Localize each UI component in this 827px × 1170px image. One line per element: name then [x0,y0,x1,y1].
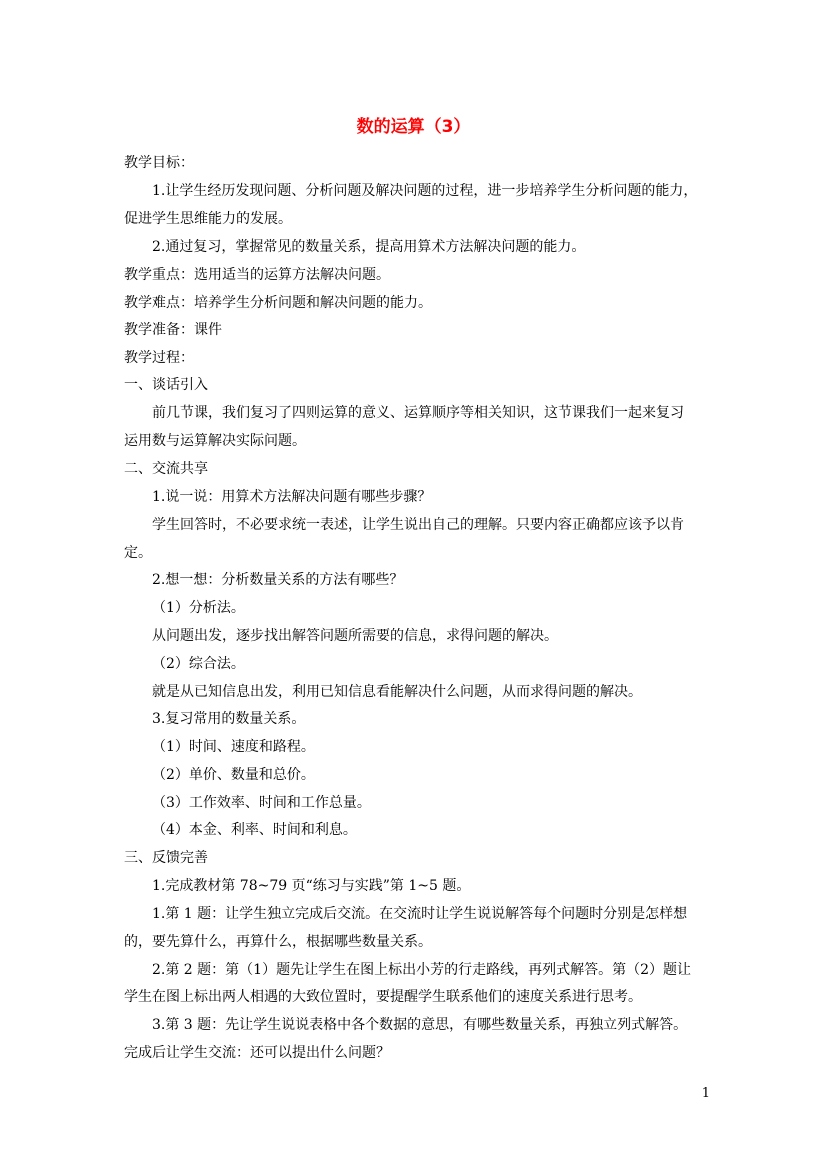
text-line: 教学过程： [124,350,194,366]
text-line: 学生在图上标出两人相遇的大致位置时，要提醒学生联系他们的速度关系进行思考。 [124,989,642,1005]
text-line: 定。 [124,545,152,561]
text-line: 2.第 2 题：第（1）题先让学生在图上标出小芳的行走路线，再列式解答。第（2）题让 [152,962,691,978]
text-line: 完成后让学生交流：还可以提出什么问题？ [124,1045,390,1061]
text-line: （2）单价、数量和总价。 [152,767,315,783]
text-line: 促进学生思维能力的发展。 [124,211,292,227]
text-line: 2.通过复习，掌握常见的数量关系，提高用算术方法解决问题的能力。 [152,239,586,255]
section-heading: 一、谈话引入 [124,377,208,393]
text-line: 的，要先算什么，再算什么，根据哪些数量关系。 [124,934,432,950]
document-title: 数的运算（3） [356,117,471,137]
text-line: 1.完成教材第 78~79 页“练习与实践”第 1~5 题。 [152,878,471,894]
text-line: 运用数与运算解决实际问题。 [124,433,306,449]
text-line: （1）分析法。 [152,600,245,616]
text-line: 1.说一说：用算术方法解决问题有哪些步骤？ [152,489,432,505]
text-line: 1.让学生经历发现问题、分析问题及解决问题的过程，进一步培养学生分析问题的能力， [152,183,698,199]
text-line: 就是从已知信息出发，利用已知信息看能解决什么问题，从而求得问题的解决。 [152,684,642,700]
text-line: 教学难点：培养学生分析问题和解决问题的能力。 [124,295,432,311]
text-line: 从问题出发，逐步找出解答问题所需要的信息，求得问题的解决。 [152,628,558,644]
text-line: 学生回答时，不必要求统一表述，让学生说出自己的理解。只要内容正确都应该予以肯 [152,517,684,533]
text-line: 教学准备：课件 [124,322,222,338]
text-line: 3.复习常用的数量关系。 [152,711,306,727]
text-line: （3）工作效率、时间和工作总量。 [152,795,371,811]
text-line: 1.第 1 题：让学生独立完成后交流。在交流时让学生说说解答每个问题时分别是怎样想 [152,906,688,922]
page-number: 1 [701,1086,710,1101]
section-heading: 三、反馈完善 [124,850,208,866]
section-heading: 二、交流共享 [124,461,208,477]
text-line: 前几节课，我们复习了四则运算的意义、运算顺序等相关知识，这节课我们一起来复习 [152,405,684,421]
text-line: （1）时间、速度和路程。 [152,739,315,755]
text-line: 3.第 3 题：先让学生说说表格中各个数据的意思，有哪些数量关系，再独立列式解答。 [152,1017,688,1033]
text-line: 教学重点：选用适当的运算方法解决问题。 [124,267,390,283]
text-line: （2）综合法。 [152,656,245,672]
text-line: 2.想一想：分析数量关系的方法有哪些？ [152,572,404,588]
text-line: 教学目标： [124,155,194,171]
text-line: （4）本金、利率、时间和利息。 [152,822,357,838]
